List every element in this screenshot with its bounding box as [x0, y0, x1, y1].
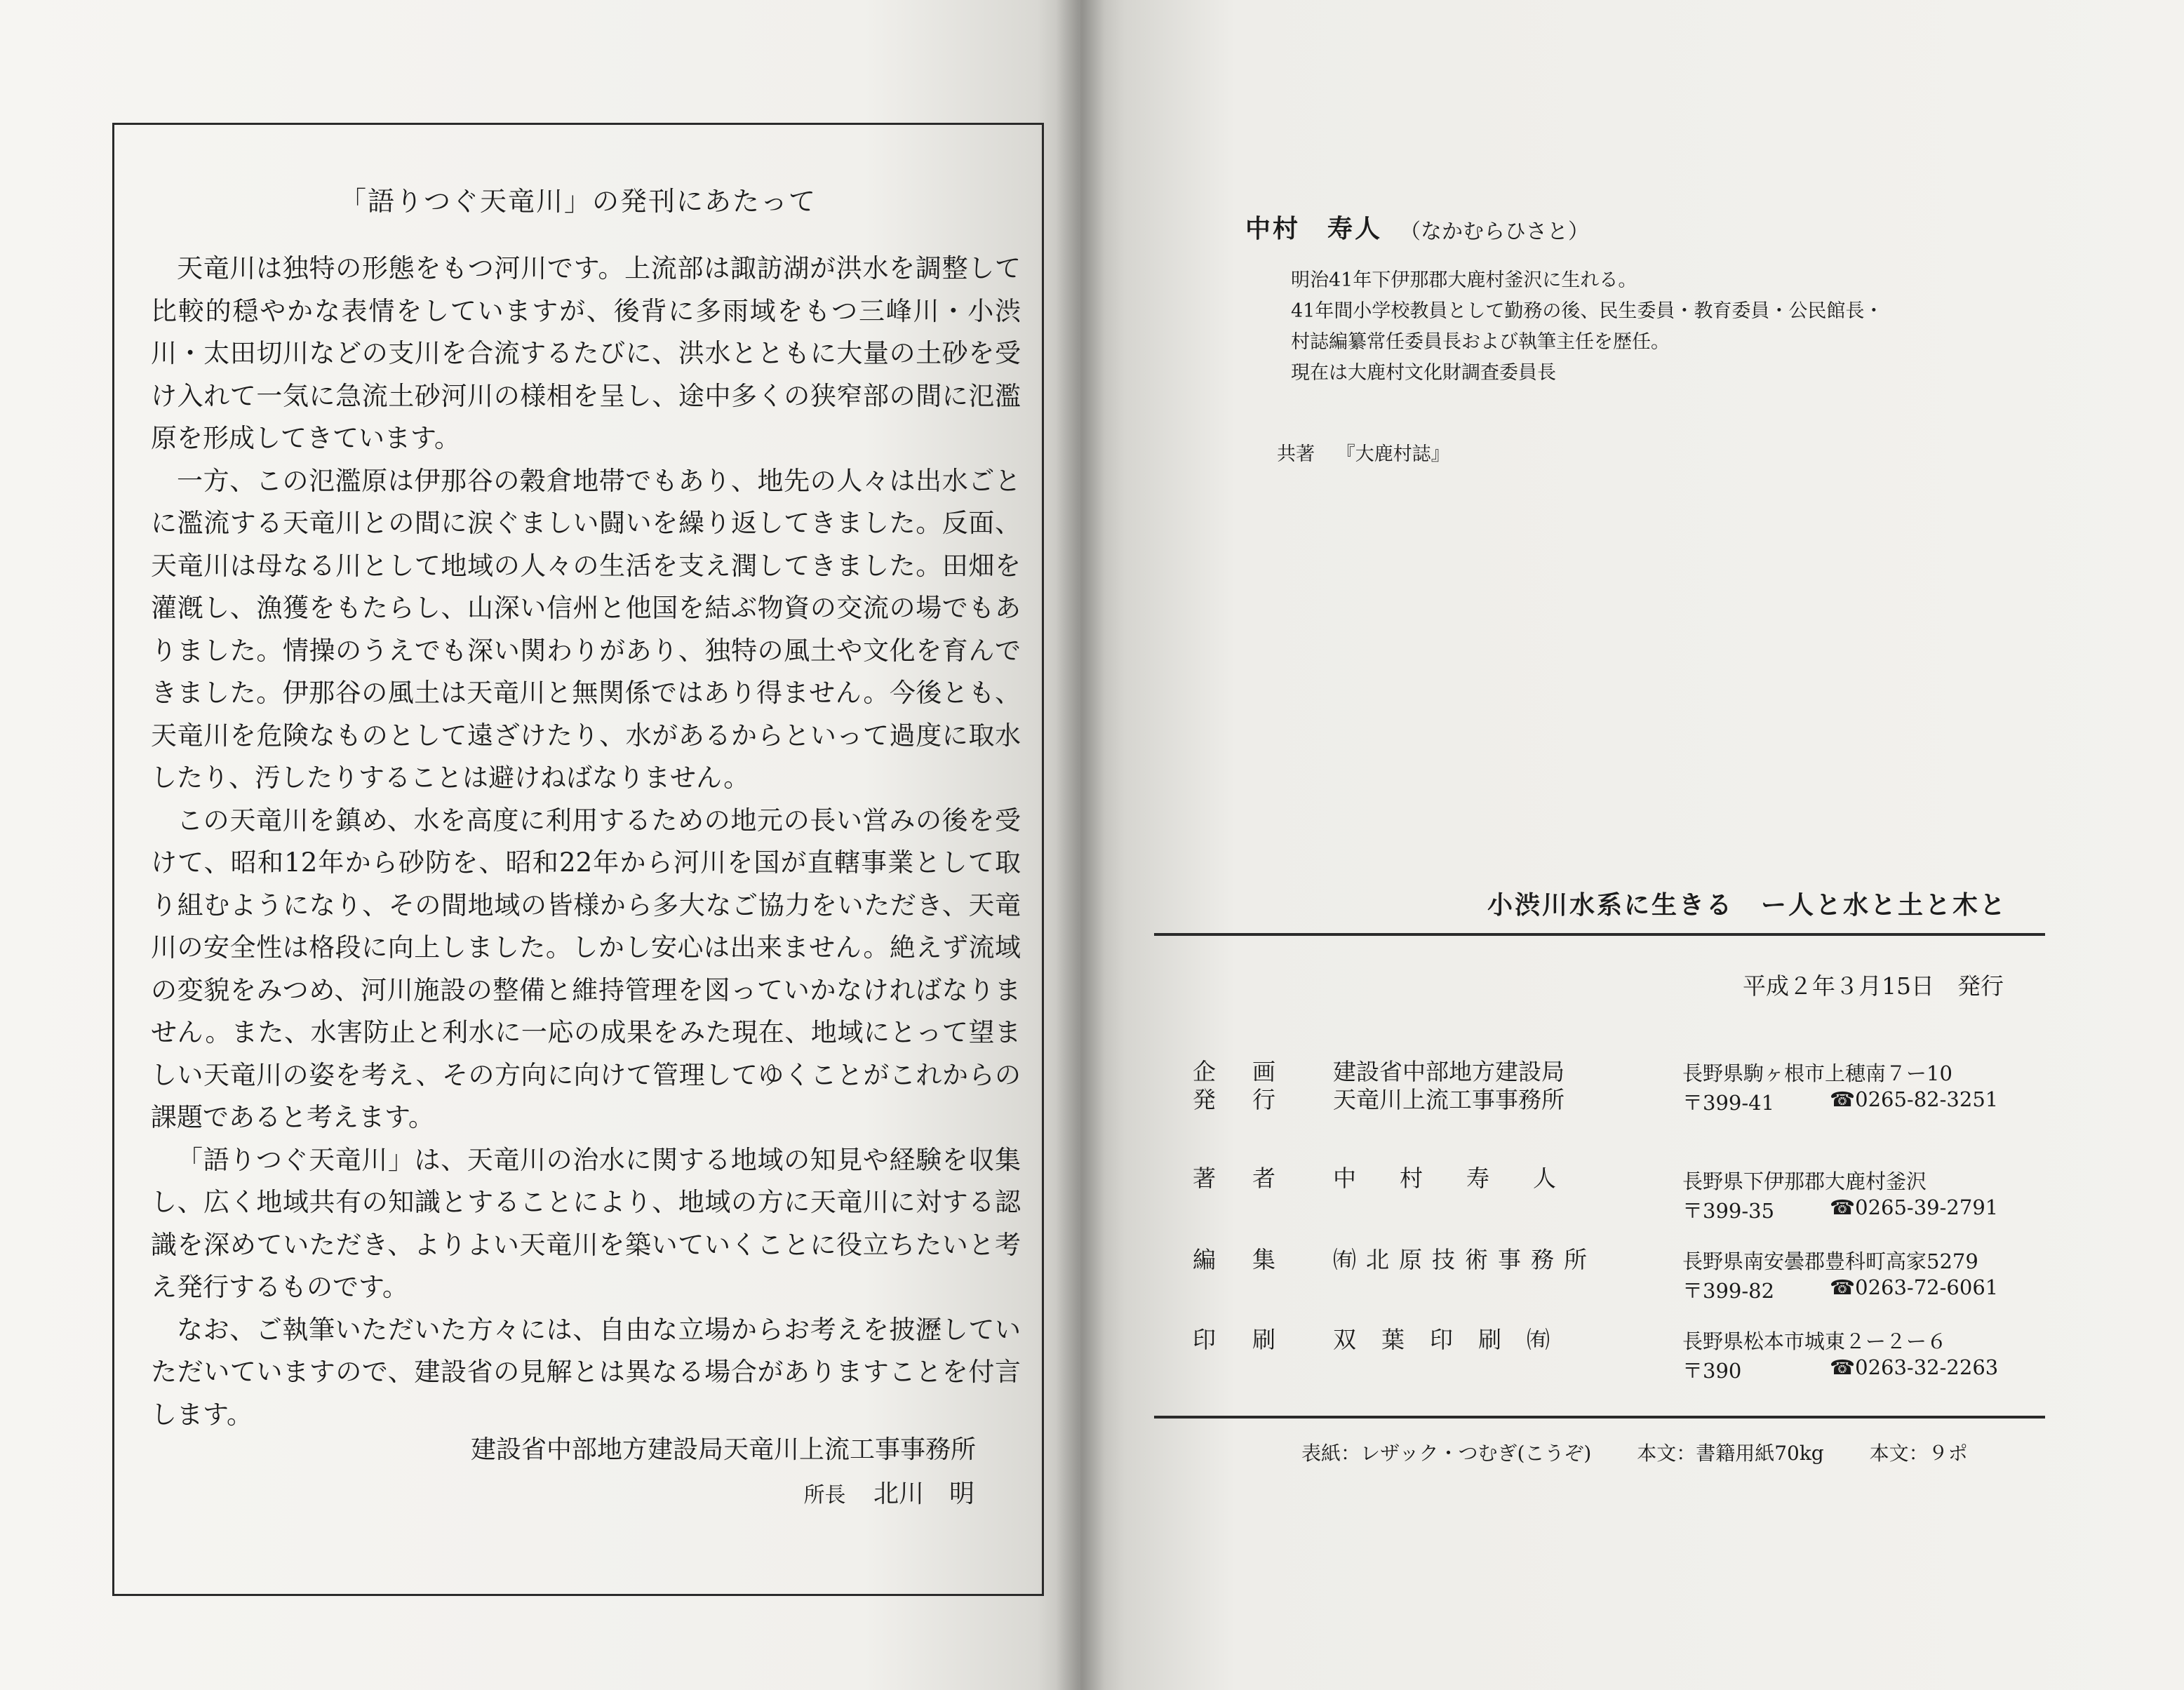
- preface-paragraph: 一方、この氾濫原は伊那谷の穀倉地帯でもあり、地先の人々は出水ごとに濫流する天竜川との間に涙ぐましい闘いを繰り返してきました。反面、天竜川は母なる川として地域の人々の生活を支え潤してきました。田畑を灌漑し、漁獲をもたらし、山深い信州と他国を結ぶ物資の交流の場でもありました。情操のうえでも深い関わりがあり、独特の風土や文化を育んできました。伊那谷の風土は天竜川と無関係ではあり得ません。今後とも、天竜川を危険なものとして遠ざけたり、水があるからといって過度に取水したり、汚したりすることは避けねばなりません。: [151, 465, 1021, 793]
- author-bio-line: 明治41年下伊那郡大鹿村釜沢に生れる。: [1291, 269, 1637, 291]
- author-works-title: 『大鹿村誌』: [1336, 443, 1450, 465]
- preface-box: [112, 123, 1044, 1596]
- preface-signature-name: 北川 明: [873, 1480, 974, 1508]
- colophon-address: 長野県下伊那郡大鹿村釜沢: [1682, 1169, 1927, 1193]
- colophon-zip: 〒399-41: [1682, 1091, 1775, 1115]
- colophon-zip: 〒390: [1682, 1359, 1742, 1383]
- colophon-title: 小渋川水系に生きる ー人と水と土と木と: [1487, 891, 2007, 920]
- author-works-label: 共著: [1277, 443, 1315, 465]
- author-bio: [1291, 265, 1883, 389]
- colophon-org: 中村寿人: [1333, 1165, 1600, 1192]
- colophon-org: 建設省中部地方建設局: [1333, 1058, 1565, 1085]
- author-name: 中村 寿人: [1245, 215, 1383, 243]
- colophon-top-rule: [1154, 933, 2045, 936]
- colophon-zip: 〒399-35: [1682, 1199, 1775, 1223]
- colophon-org: ㈲北原技術事務所: [1333, 1246, 1597, 1273]
- colophon-label: 著 者: [1193, 1165, 1275, 1192]
- preface-paragraph: 天竜川は独特の形態をもつ河川です。上流部は諏訪湖が洪水を調整して比較的穏やかな表情をしていますが、後背に多雨域をもつ三峰川・小渋川・太田切川などの支川を合流するたびに、洪水とともに大量の土砂を受け入れて一気に急流土砂河川の様相を呈し、途中多くの狭窄部の間に氾濫原を形成してきています。: [151, 253, 1021, 453]
- colophon-label: 企 画: [1193, 1058, 1275, 1085]
- colophon-label: 印 刷: [1193, 1326, 1275, 1353]
- preface-paragraph: 「語りつぐ天竜川」は、天竜川の治水に関する地域の知見や経験を収集し、広く地域共有の知識とすることにより、地域の方に天竜川に対する認識を深めていただき、よりよい天竜川を築いていくことに役立ちたいと考え発行するものです。: [151, 1144, 1021, 1302]
- colophon-tel: ☎0265-82-3251: [1830, 1087, 1999, 1111]
- colophon-cover-spec: 表紙：レザック・つむぎ(こうぞ): [1301, 1442, 1592, 1465]
- colophon-bottom-rule: [1154, 1416, 2045, 1419]
- colophon-address: 長野県南安曇郡豊科町高家5279: [1682, 1249, 1978, 1273]
- preface-body: [151, 248, 1021, 1436]
- author-name-reading: （なかむらひさと）: [1400, 220, 1589, 244]
- preface-signature-org: 建設省中部地方建設局天竜川上流工事事務所: [470, 1435, 976, 1464]
- colophon-tel: ☎0263-32-2263: [1830, 1355, 1999, 1379]
- author-bio-line: 41年間小学校教員として勤務の後、民生委員・教育委員・公民館長・: [1291, 300, 1884, 322]
- colophon-paper-spec: 本文：書籍用紙70kg: [1637, 1442, 1824, 1465]
- colophon-address: 長野県駒ヶ根市上穂南７ー10: [1682, 1061, 1952, 1085]
- colophon-date: 平成２年３月15日 発行: [1743, 972, 2004, 1000]
- author-bio-line: 村誌編纂常任委員長および執筆主任を歴任。: [1291, 331, 1670, 353]
- book-gutter: [1056, 0, 1105, 1690]
- right-page: [1080, 0, 2184, 1690]
- colophon-tel: ☎0263-72-6061: [1830, 1275, 1999, 1299]
- colophon-address: 長野県松本市城東２ー２ー６: [1682, 1329, 1948, 1353]
- colophon-org: 天竜川上流工事事務所: [1333, 1086, 1565, 1113]
- preface-signature-role: 所長: [803, 1483, 846, 1508]
- author-bio-line: 現在は大鹿村文化財調査委員長: [1291, 362, 1556, 384]
- author-works: [1277, 438, 1450, 466]
- colophon-label: 発 行: [1193, 1086, 1275, 1113]
- preface-title: 「語りつぐ天竜川」の発刊にあたって: [339, 186, 817, 217]
- preface-paragraph: この天竜川を鎮め、水を高度に利用するための地元の長い営みの後を受けて、昭和12年から砂防を、昭和22年から河川を国が直轄事業として取り組むようになり、その間地域の皆様から多大なご協力をいただき、天竜川の安全性は格段に向上しました。しかし安心は出来ません。絶えず流域の変貌をみつめ、河川施設の整備と維持管理を図っていかなければなりません。また、水害防止と利水に一応の成果をみた現在、地域にとって望ましい天竜川の姿を考え、その方向に向けて管理してゆくことがこれからの課題であると考えます。: [151, 805, 1021, 1132]
- colophon-font-spec: 本文：９ポ: [1869, 1442, 1968, 1465]
- preface-signature-person: [804, 1474, 974, 1510]
- colophon-org: 双葉印刷㈲: [1333, 1326, 1575, 1353]
- colophon-footer: [1301, 1438, 2007, 1466]
- preface-paragraph: なお、ご執筆いただいた方々には、自由な立場からお考えを披瀝していただいていますので、建設省の見解とは異なる場合がありますことを付言します。: [151, 1314, 1021, 1430]
- colophon-tel: ☎0265-39-2791: [1830, 1195, 1999, 1219]
- colophon-label: 編 集: [1193, 1246, 1275, 1273]
- colophon-zip: 〒399-82: [1682, 1279, 1775, 1303]
